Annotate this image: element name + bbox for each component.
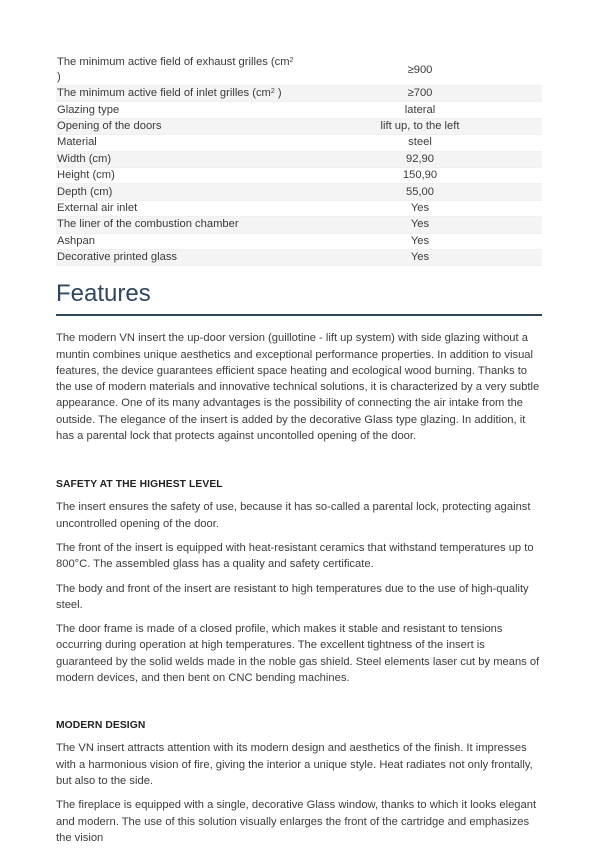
spec-value: 55,00 bbox=[297, 184, 542, 200]
specifications-table bbox=[56, 55, 542, 266]
table-row bbox=[56, 249, 542, 265]
safety-paragraph: The insert ensures the safety of use, because it has so-called a parental lock, protecting against uncontrolled opening of the door. bbox=[56, 501, 531, 530]
table-row bbox=[56, 184, 542, 200]
spec-value: Yes bbox=[297, 217, 542, 233]
spec-value: 150,90 bbox=[297, 167, 542, 183]
table-row bbox=[56, 167, 542, 183]
spec-value: steel bbox=[297, 135, 542, 151]
spec-value: Yes bbox=[297, 200, 542, 216]
spec-value: lateral bbox=[297, 102, 542, 118]
safety-paragraph: The front of the insert is equipped with heat-resistant ceramics that withstand temperatures up to 800°C. The assembled glass has a quality and safety certificate. bbox=[56, 541, 534, 571]
spec-label: The minimum active field of inlet grilles ($cm^2$ ) bbox=[56, 86, 297, 102]
spec-label: Material bbox=[56, 135, 297, 151]
table-row bbox=[56, 118, 542, 134]
table-row bbox=[56, 200, 542, 216]
table-row bbox=[56, 151, 542, 167]
spec-value: ≥900 bbox=[297, 55, 542, 86]
spec-label: Glazing type bbox=[56, 102, 297, 118]
table-row bbox=[56, 102, 542, 118]
design-paragraph: The VN insert attracts attention with its modern design and aesthetics of the finish. It impresses with a harmonious vision of fire, giving the interior a unique style. Heat radiates not only frontally, but also to the side. bbox=[56, 742, 533, 787]
spec-label: Opening of the doors bbox=[56, 118, 297, 134]
table-row bbox=[56, 135, 542, 151]
design-section-heading: MODERN DESIGN bbox=[56, 720, 146, 732]
spec-value: Yes bbox=[297, 233, 542, 249]
table-row bbox=[56, 55, 542, 86]
spec-label: Depth (cm) bbox=[56, 184, 297, 200]
spec-label: External air inlet bbox=[56, 200, 297, 216]
table-row bbox=[56, 233, 542, 249]
table-row bbox=[56, 86, 542, 102]
spec-label: Ashpan bbox=[56, 233, 297, 249]
safety-paragraph: The door frame is made of a closed profile, which makes it stable and resistant to tensions occurring during operation at high temperatures. The excellent tightness of the insert is guaranteed by the solid welds made in the noble gas shield. Steel elements laser cut by means of modern devices, and then bent on CNC bending machines. bbox=[56, 623, 540, 685]
spec-label: Height (cm) bbox=[56, 167, 297, 183]
spec-value: Yes bbox=[297, 249, 542, 265]
spec-label: The minimum active field of exhaust grilles ($cm^2$ ) bbox=[56, 55, 297, 86]
table-row bbox=[56, 217, 542, 233]
spec-label: Decorative printed glass bbox=[56, 249, 297, 265]
spec-label: The liner of the combustion chamber bbox=[56, 217, 297, 233]
safety-section-heading: SAFETY AT THE HIGHEST LEVEL bbox=[56, 479, 223, 491]
features-heading: Features bbox=[56, 280, 542, 316]
spec-value: lift up, to the left bbox=[297, 118, 542, 134]
features-intro-paragraph: The modern VN insert the up-door version (guillotine - lift up system) with side glazing without a muntin combines unique aesthetics and exceptional performance properties. In addition to visual features, the device guarantees efficient space heating and ecological wood burning. Thanks to the use of modern materials and innovative technical solutions, it is characterized by a very subtle appearance. One of its many advantages is the possibility of connecting the air intake from the outside. The elegance of the insert is added by the decorative Glass type glazing. In addition, it has a parental lock that protects against uncontolled opening of the door. bbox=[56, 332, 540, 443]
document-page bbox=[56, 55, 542, 846]
spec-value: ≥700 bbox=[297, 86, 542, 102]
spec-value: 92,90 bbox=[297, 151, 542, 167]
safety-paragraph: The body and front of the insert are resistant to high temperatures due to the use of high-quality steel. bbox=[56, 582, 529, 611]
design-paragraph: The fireplace is equipped with a single, decorative Glass window, thanks to which it looks elegant and modern. The use of this solution visually enlarges the front of the cartridge and emphasizes the vision bbox=[56, 799, 537, 844]
spec-label: Width (cm) bbox=[56, 151, 297, 167]
